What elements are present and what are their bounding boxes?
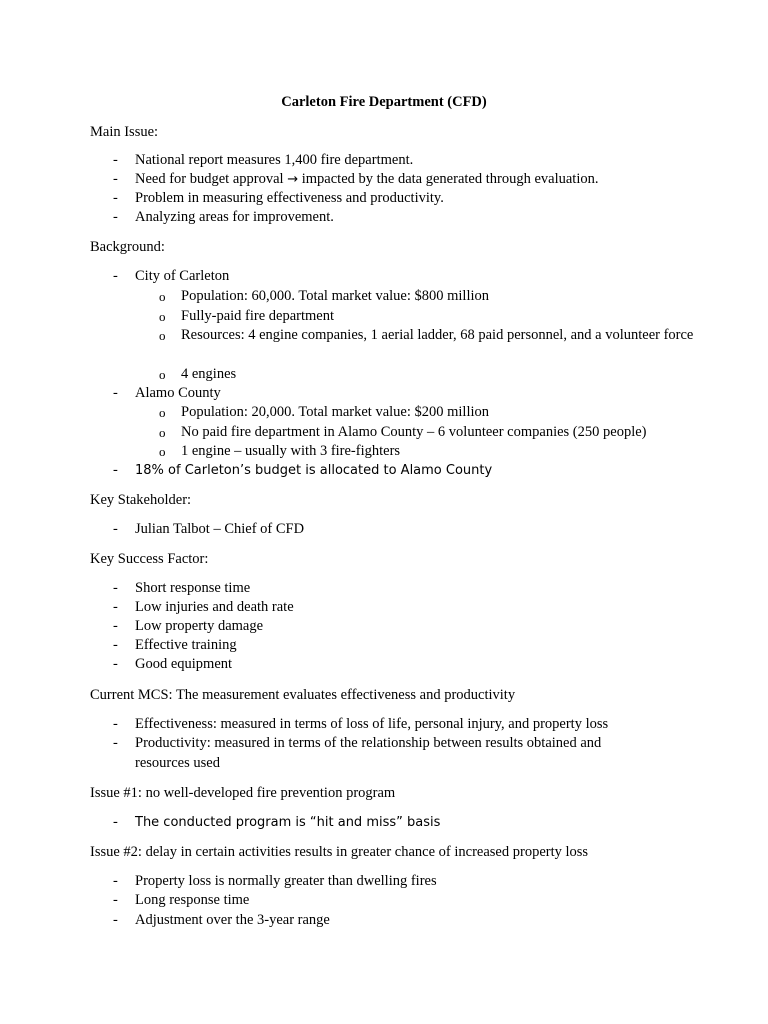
document-title: Carleton Fire Department (CFD) bbox=[281, 94, 487, 110]
dash-bullet: - bbox=[113, 912, 118, 928]
circle-bullet: o bbox=[159, 367, 166, 382]
dash-bullet: - bbox=[113, 618, 118, 634]
circle-bullet: o bbox=[159, 405, 166, 420]
circle-bullet: o bbox=[159, 425, 166, 440]
dash-bullet: - bbox=[113, 892, 118, 908]
dash-bullet: - bbox=[113, 735, 118, 751]
circle-bullet: o bbox=[159, 309, 166, 324]
stakeholder-heading: Key Stakeholder: bbox=[90, 492, 192, 508]
dash-bullet: - bbox=[113, 171, 118, 187]
dash-bullet: - bbox=[113, 873, 118, 889]
dash-bullet: - bbox=[113, 716, 118, 732]
dash-bullet: - bbox=[113, 580, 118, 596]
dash-bullet: - bbox=[113, 462, 118, 478]
dash-bullet: - bbox=[113, 209, 118, 225]
issue-2-heading: Issue #2: delay in certain activities results in greater chance of increased property loss bbox=[90, 844, 589, 860]
dash-bullet: - bbox=[113, 599, 118, 615]
success-factor-heading: Key Success Factor: bbox=[90, 551, 209, 567]
main-issue-heading: Main Issue: bbox=[90, 124, 159, 140]
dash-bullet: - bbox=[113, 152, 118, 168]
dash-bullet: - bbox=[113, 385, 118, 401]
dash-bullet: - bbox=[113, 637, 118, 653]
dash-bullet: - bbox=[113, 521, 118, 537]
circle-bullet: o bbox=[159, 328, 166, 343]
issue-1-heading: Issue #1: no well-developed fire prevention program bbox=[90, 785, 396, 801]
circle-bullet: o bbox=[159, 444, 166, 459]
current-mcs-heading: Current MCS: The measurement evaluates effectiveness and productivity bbox=[90, 687, 516, 703]
dash-bullet: - bbox=[113, 268, 118, 284]
dash-bullet: - bbox=[113, 190, 118, 206]
background-heading: Background: bbox=[90, 239, 165, 255]
dash-bullet: - bbox=[113, 814, 118, 830]
arrow-right-icon: → bbox=[287, 172, 299, 187]
document-page: Carleton Fire Department (CFD) Main Issue: - National report measures 1,400 fire department. - Need for budget approval → impacted by the data generated through evaluation. - Problem in measuring effectiveness and productivity. - Analyzing areas for improvement. Background: - City of Carleton o Population: 60,000. Total market value: $800 million o Fully-paid fire department o Resources: 4 engine companies, 1 aerial ladder, 68 paid personnel, and a volunteer force o 4 engines - Alamo County o Population: 20,000. Total market value: $200 million o No paid fire department in Alamo County – 6 volunteer companies (250 people) o 1 engine – usually with 3 fire-fighters - 18% of Carleton’s budget is allocated to Alamo County Key Stakeholder: - Julian Talbot – Chief of CFD Key Success Factor: - Short response time - Low injuries and death rate - Low property damage - Effective training - Good equipment Current MCS: The measurement evaluates effectiveness and productivity - Effectiveness: measured in terms of loss of life, personal injury, and property loss - Productivity: measured in terms of the relationship between results obtained and resources used Issue #1: no well-developed fire prevention program - The conducted program is “hit and miss” basis Issue #2: delay in certain activities results in greater chance of increased property loss - Property loss is normally greater than dwelling fires - Long response time - Adjustment over the 3-year range bbox=[0, 0, 768, 1024]
circle-bullet: o bbox=[159, 289, 166, 304]
dash-bullet: - bbox=[113, 656, 118, 672]
